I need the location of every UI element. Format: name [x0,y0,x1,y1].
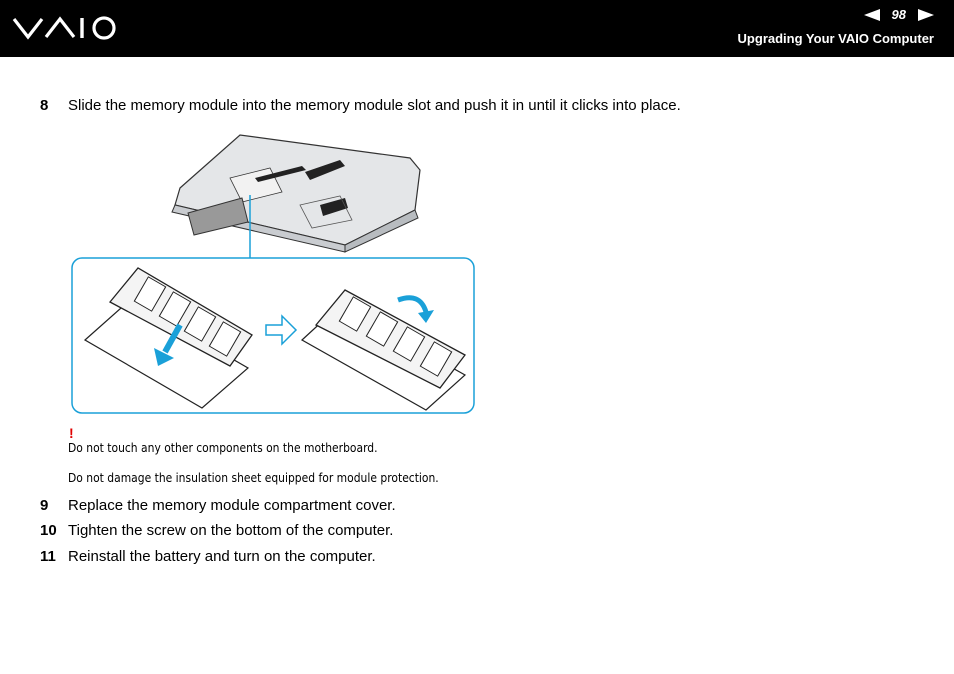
step-text: Slide the memory module into the memory module slot and push it in until it clicks into place. [68,97,681,114]
vaio-logo-mark [12,13,122,43]
warning-note: Do not touch any other components on the motherboard. [68,440,378,455]
page-header [0,0,954,57]
laptop-bottom-icon [172,135,420,252]
warning-note: Do not damage the insulation sheet equipped for module protection. [68,470,439,485]
right-arrow-icon[interactable] [918,9,934,21]
step-item [40,548,376,565]
step-number: 8 [40,97,49,114]
section-title: Upgrading Your VAIO Computer [737,31,934,46]
step-item [40,497,396,514]
step-number: 11 [40,548,56,565]
step-text: Replace the memory module compartment cover. [68,497,396,514]
step-item [40,522,393,539]
step-text: Tighten the screw on the bottom of the computer. [68,522,394,539]
memory-install-illustration [70,130,480,423]
step-number: 9 [40,497,49,514]
step-text: Reinstall the battery and turn on the computer. [68,548,376,565]
page-navigation [864,7,934,22]
left-arrow-icon[interactable] [864,9,880,21]
step-number: 10 [40,522,57,539]
vaio-logo [12,13,122,48]
page-number: 98 [891,7,906,22]
step-item [40,97,681,114]
warning-mark: ! [69,425,74,441]
